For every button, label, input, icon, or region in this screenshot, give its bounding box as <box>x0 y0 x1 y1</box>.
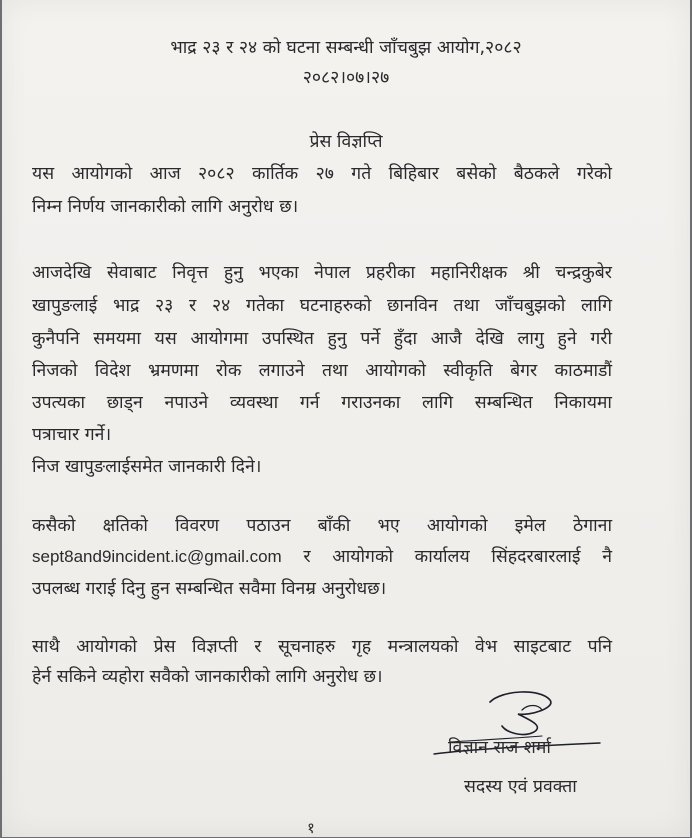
document-date: २०८२।०७।२७ <box>302 68 390 88</box>
decision1-line-6: पत्राचार गर्ने। <box>32 425 112 445</box>
decision1-line-4: निजको विदेश भ्रमणमा रोक लगाउने तथा आयोगको स्वीकृति बेगर काठमाडौं <box>32 361 612 381</box>
signatory-name: विज्ञान राज शर्मा <box>448 738 551 758</box>
signatory-designation: सदस्य एवं प्रवक्ता <box>464 777 577 797</box>
decision1-line-2: खापुङलाई भाद्र २३ र २४ गतेका घटनाहरुको छानविन तथा जाँचबुझको लागि <box>32 296 612 316</box>
decision2-line-2 <box>32 546 612 568</box>
press-release-heading: प्रेस विज्ञप्ति <box>309 132 383 152</box>
decision1-line-3: कुनैपनि समयमा यस आयोगमा उपस्थित हुनु पर्ने हुँदा आजै देखि लागु हुने गरी <box>32 329 612 349</box>
page-number: १ <box>307 819 315 837</box>
decision1-line-5: उपत्यका छाड्न नपाउने व्यवस्था गर्न गराउनका लागि सम्बन्धित निकायमा <box>32 393 612 413</box>
signature-block <box>422 680 622 797</box>
decision3-line-2: हेर्न सकिने व्यहोरा सवैको जानकारीको लागि अनुरोध छ। <box>32 667 383 687</box>
intro-line-2: निम्न निर्णय जानकारीको लागि अनुरोध छ। <box>32 197 299 217</box>
decision2-line-1: कसैको क्षतिको विवरण पठाउन बाँकी भए आयोगको इमेल ठेगाना <box>32 516 612 536</box>
document-page <box>2 0 690 837</box>
decision3-line-1: साथै आयोगको प्रेस विज्ञप्ती र सूचनाहरु गृह मन्त्रालयको वेभ साइटबाट पनि <box>32 637 612 657</box>
intro-line-1: यस आयोगको आज २०८२ कार्तिक २७ गते बिहिबार बसेको बैठकले गरेको <box>32 164 612 184</box>
decision1-line-1: आजदेखि सेवाबाट निवृत्त हुनु भएका नेपाल प्रहरीका महानिरीक्षक श्री चन्द्रकुबेर <box>32 263 612 283</box>
decision2-line-3: उपलब्ध गराई दिनु हुन सम्बन्धित सवैमा विनम्र अनुरोधछ। <box>32 579 387 599</box>
decision1-line-7: निज खापुङलाईसमेत जानकारी दिने। <box>32 457 262 477</box>
commission-email: sept8and9incident.ic@gmail.com <box>32 547 282 566</box>
commission-title: भाद्र २३ र २४ को घटना सम्बन्धी जाँचबुझ आयोग,२०८२ <box>170 38 522 58</box>
decision2-line-2-rest: र आयोगको कार्यालय सिंहदरबारलाई नै <box>303 547 613 567</box>
